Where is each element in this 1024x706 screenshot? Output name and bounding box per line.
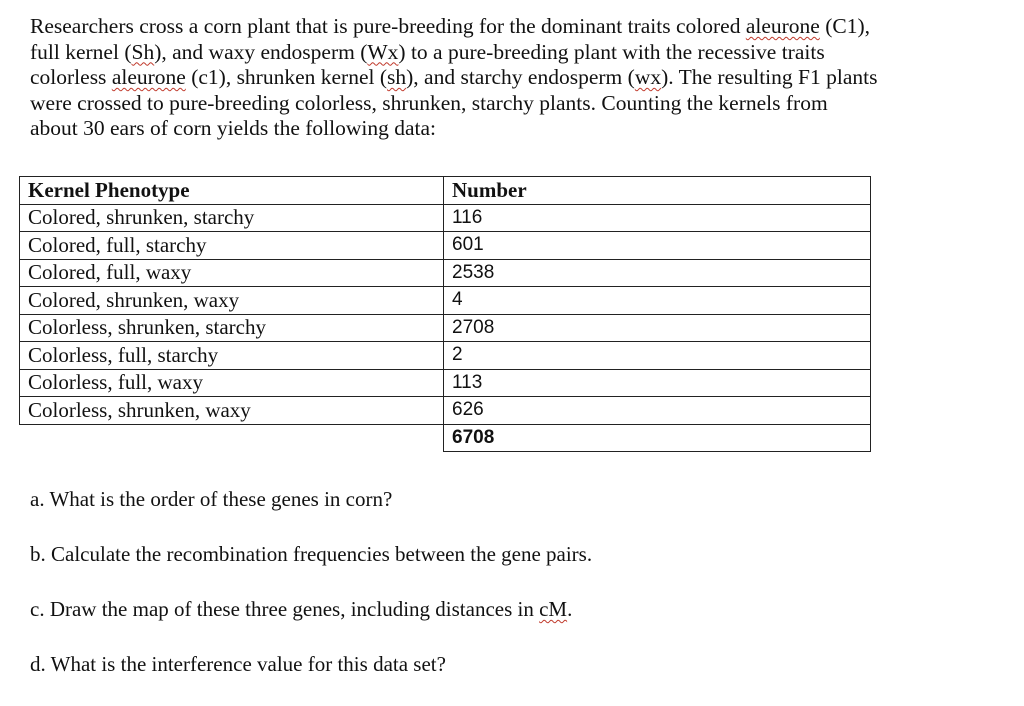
intro-flagged-word: Sh <box>131 39 155 64</box>
number-cell: 116 <box>444 204 871 232</box>
number-cell: 4 <box>444 287 871 315</box>
intro-flagged-word: sh <box>387 65 407 89</box>
total-label-cell <box>20 424 444 452</box>
phenotype-table <box>19 176 871 452</box>
phenotype-cell: Colorless, shrunken, starchy <box>20 314 444 342</box>
intro-text: colorless <box>30 65 112 89</box>
question-c-text: c. Draw the map of these three genes, including distances in <box>30 597 540 621</box>
question-d: d. What is the interference value for this data set? <box>30 652 446 676</box>
intro-text: (c1), shrunken kernel ( <box>185 65 388 89</box>
intro-text: full kernel ( <box>30 39 132 64</box>
intro-line <box>30 40 1015 66</box>
intro-text: ). The resulting F1 plants <box>661 65 878 89</box>
intro-flagged-word: wx <box>634 65 662 89</box>
phenotype-cell: Colored, full, starchy <box>20 232 444 260</box>
questions-list <box>30 486 592 706</box>
intro-text: about 30 ears of corn yields the following data: <box>30 116 437 140</box>
question-c-suffix: . <box>567 597 573 621</box>
question-c <box>30 596 592 651</box>
number-cell: 2 <box>444 342 871 370</box>
total-row <box>20 424 871 452</box>
table-header-row <box>20 177 871 205</box>
intro-flagged-word: aleurone <box>111 65 186 89</box>
phenotype-cell: Colorless, shrunken, waxy <box>20 397 444 425</box>
intro-flagged-word: aleurone <box>745 14 820 38</box>
table-row <box>20 204 871 232</box>
intro-line <box>30 14 1015 40</box>
intro-text: (C1), <box>819 14 871 38</box>
intro-text: ) to a pure-breeding plant with the recessive traits <box>398 39 825 64</box>
question-a: a. What is the order of these genes in corn? <box>30 487 393 511</box>
table-row <box>20 287 871 315</box>
intro-line <box>30 91 1015 117</box>
intro-flagged-word: Wx <box>367 39 399 64</box>
phenotype-cell: Colorless, full, waxy <box>20 369 444 397</box>
number-cell: 2538 <box>444 259 871 287</box>
number-cell: 113 <box>444 369 871 397</box>
intro-text: ), and waxy endosperm ( <box>154 39 368 64</box>
intro-line <box>30 65 1015 91</box>
table-row <box>20 232 871 260</box>
table-row <box>20 259 871 287</box>
intro-line <box>30 116 1015 142</box>
total-number-cell: 6708 <box>444 424 871 452</box>
table-row <box>20 342 871 370</box>
number-cell: 626 <box>444 397 871 425</box>
number-cell: 601 <box>444 232 871 260</box>
intro-text: Researchers cross a corn plant that is pure-breeding for the dominant traits colored <box>30 14 746 38</box>
intro-text: ), and starchy endosperm ( <box>406 65 635 89</box>
phenotype-cell: Colored, shrunken, starchy <box>20 204 444 232</box>
table-row <box>20 369 871 397</box>
intro-text: were crossed to pure-breeding colorless, shrunken, starchy plants. Counting the kernels from <box>30 90 828 115</box>
table-row <box>20 314 871 342</box>
column-header-phenotype: Kernel Phenotype <box>20 177 444 205</box>
phenotype-cell: Colored, full, waxy <box>20 259 444 287</box>
question-b: b. Calculate the recombination frequencies between the gene pairs. <box>30 542 593 566</box>
table-row <box>20 397 871 425</box>
phenotype-table-container <box>19 176 871 452</box>
number-cell: 2708 <box>444 314 871 342</box>
problem-statement <box>30 14 1015 142</box>
question-c-unit: cM <box>539 597 568 621</box>
column-header-number: Number <box>444 177 871 205</box>
phenotype-cell: Colored, shrunken, waxy <box>20 287 444 315</box>
phenotype-cell: Colorless, full, starchy <box>20 342 444 370</box>
